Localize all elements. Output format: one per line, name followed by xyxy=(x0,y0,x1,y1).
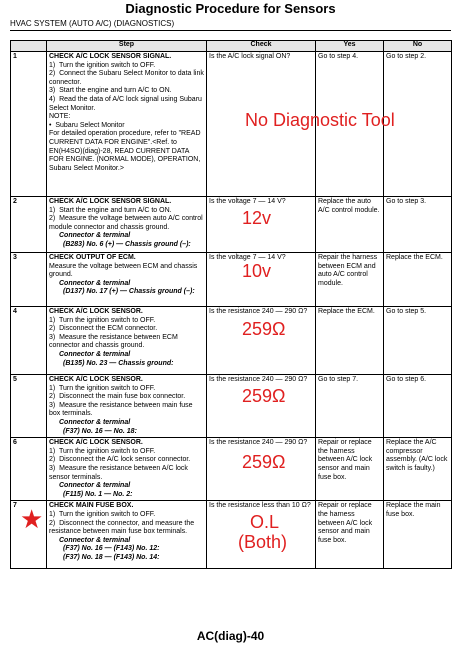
connector-terminal-value: (B135) No. 23 — Chassis ground: xyxy=(63,359,174,367)
table-row xyxy=(11,307,452,375)
check-cell: Is the resistance less than 10 Ω? xyxy=(207,501,316,569)
step-instruction: 1) Turn the ignition switch to OFF. xyxy=(49,384,156,392)
step-instruction: 4) Read the data of A/C lock signal using Subaru Select Monitor. xyxy=(49,95,204,112)
yes-cell: Repair or replace the harness between A/C lock sensor and main fuse box. xyxy=(316,438,384,501)
check-cell: Is the resistance 240 — 290 Ω? xyxy=(207,438,316,501)
no-cell: Go to step 6. xyxy=(384,375,452,438)
step-cell xyxy=(47,307,207,375)
step-instruction: • Subaru Select Monitor xyxy=(49,121,125,129)
step-instruction: 3) Measure the resistance between A/C lock sensor terminals. xyxy=(49,464,190,481)
yes-cell: Go to step 7. xyxy=(316,375,384,438)
no-cell: Replace the main fuse box. xyxy=(384,501,452,569)
connector-terminal-label: Connector & terminal xyxy=(59,232,131,240)
step-number: 2 xyxy=(11,197,47,253)
check-cell: Is the A/C lock signal ON? xyxy=(207,52,316,197)
step-instruction: 1) Turn the ignition switch to OFF. xyxy=(49,316,156,324)
col-header-check: Check xyxy=(207,41,316,52)
step-cell xyxy=(47,438,207,501)
check-cell: Is the resistance 240 — 290 Ω? xyxy=(207,375,316,438)
connector-terminal-value: (F37) No. 16 — (F143) No. 12: (F37) No. 18 — (F143) No. 14: xyxy=(63,545,160,561)
step-title: CHECK MAIN FUSE BOX. xyxy=(49,502,134,510)
connector-terminal-value: (B283) No. 6 (+) — Chassis ground (–): xyxy=(63,240,191,248)
page-number: AC(diag)-40 xyxy=(196,629,265,643)
step-instruction: 2) Measure the voltage between auto A/C control module connector and chassis ground. xyxy=(49,215,205,231)
step-instruction: 1) Turn the ignition switch to OFF. xyxy=(49,61,156,69)
annotation-row4-resistance: 259Ω xyxy=(242,319,286,339)
step-instruction: 2) Disconnect the A/C lock sensor connector. xyxy=(49,456,191,464)
step-number: 3 xyxy=(11,253,47,307)
no-cell: Replace the ECM. xyxy=(384,253,452,307)
check-cell: Is the voltage 7 — 14 V? xyxy=(207,197,316,253)
step-instruction: 2) Disconnect the main fuse box connector. xyxy=(49,393,186,401)
step-number: 1 xyxy=(11,52,47,197)
step-instruction: Measure the voltage between ECM and chassis ground. xyxy=(49,262,200,279)
connector-terminal-label: Connector & terminal xyxy=(59,418,131,426)
step-instruction: 1) Turn the ignition switch to OFF. xyxy=(49,447,156,455)
table-row xyxy=(11,253,452,307)
annotation-row5-resistance: 259Ω xyxy=(242,386,286,406)
yes-cell: Repair the harness between ECM and auto A/C control module. xyxy=(316,253,384,307)
step-instruction: 3) Measure the resistance between ECM connector and chassis ground. xyxy=(49,333,180,350)
step-instruction: For detailed operation procedure, refer to "READ CURRENT DATA FOR ENGINE".<Ref. to EN(H4SO)(diag)-28, READ CURRENT DATA FOR ENGINE. (NORMAL MODE), OPERATION, Subaru Select Monitor.> xyxy=(49,130,203,172)
annotation-row7-both: (Both) xyxy=(238,532,288,552)
no-cell: Go to step 2. xyxy=(384,52,452,197)
annotation-row3-voltage: 10v xyxy=(242,261,272,281)
col-header-no: No xyxy=(384,41,452,52)
step-title: CHECK A/C LOCK SENSOR SIGNAL. xyxy=(49,198,172,205)
step-instruction: 2) Disconnect the connector, and measure the resistance between main fuse box terminals. xyxy=(49,519,197,536)
step-cell xyxy=(47,501,207,569)
section-subtitle: HVAC SYSTEM (AUTO A/C) (DIAGNOSTICS) xyxy=(10,19,175,28)
step-number: 6 xyxy=(11,438,47,501)
step-title: CHECK A/C LOCK SENSOR. xyxy=(49,376,143,383)
step-instruction: 2) Connect the Subaru Select Monitor to data link connector. xyxy=(49,70,206,86)
no-cell: Go to step 5. xyxy=(384,307,452,375)
annotation-row6-resistance: 259Ω xyxy=(242,452,286,472)
page-title: Diagnostic Procedure for Sensors xyxy=(125,1,336,16)
table-row xyxy=(11,501,452,569)
step-instruction: 3) Start the engine and turn A/C to ON. xyxy=(49,87,172,95)
table-row xyxy=(11,438,452,501)
step-title: CHECK A/C LOCK SENSOR SIGNAL. xyxy=(49,53,172,60)
annotation-row2-voltage: 12v xyxy=(242,208,272,228)
step-cell xyxy=(47,253,207,307)
table-header-row xyxy=(11,41,452,52)
step-number: 4 xyxy=(11,307,47,375)
check-cell: Is the voltage 7 — 14 V? xyxy=(207,253,316,307)
header-divider xyxy=(10,30,451,31)
connector-terminal-value: (F37) No. 16 — No. 18: xyxy=(63,427,137,435)
no-cell: Replace the A/C compressor assembly. (A/C lock switch is faulty.) xyxy=(384,438,452,501)
yes-cell: Repair or replace the harness between A/C lock sensor and main fuse box. xyxy=(316,501,384,569)
step-number: 5 xyxy=(11,375,47,438)
connector-terminal-value: (F115) No. 1 — No. 2: xyxy=(63,490,133,498)
step-instruction: NOTE: xyxy=(49,113,71,121)
connector-terminal-label: Connector & terminal xyxy=(59,536,131,544)
annotation-row7-ol: O.L xyxy=(250,512,280,532)
yes-cell: Replace the auto A/C control module. xyxy=(316,197,384,253)
star-icon: ★ xyxy=(20,504,44,534)
step-title: CHECK A/C LOCK SENSOR. xyxy=(49,308,143,315)
connector-terminal-label: Connector & terminal xyxy=(59,350,131,358)
step-cell xyxy=(47,375,207,438)
step-instruction: 1) Start the engine and turn A/C to ON. xyxy=(49,206,172,214)
step-title: CHECK OUTPUT OF ECM. xyxy=(49,254,136,261)
step-instruction: 1) Turn the ignition switch to OFF. xyxy=(49,510,156,518)
table-row xyxy=(11,197,452,253)
col-header-step: Step xyxy=(47,41,207,52)
connector-terminal-label: Connector & terminal xyxy=(59,279,131,287)
yes-cell: Go to step 4. xyxy=(316,52,384,197)
col-header-yes: Yes xyxy=(316,41,384,52)
step-instruction: 3) Measure the resistance between main fuse box terminals. xyxy=(49,401,195,418)
col-header-num xyxy=(11,41,47,52)
step-number: 7 xyxy=(11,501,47,569)
no-cell: Go to step 3. xyxy=(384,197,452,253)
connector-terminal-label: Connector & terminal xyxy=(59,482,131,490)
step-cell xyxy=(47,197,207,253)
annotation-no-diagnostic-tool: No Diagnostic Tool xyxy=(245,110,395,130)
step-title: CHECK A/C LOCK SENSOR. xyxy=(49,439,143,447)
step-cell xyxy=(47,52,207,197)
table-row xyxy=(11,375,452,438)
yes-cell: Replace the ECM. xyxy=(316,307,384,375)
connector-terminal-value: (D137) No. 17 (+) — Chassis ground (–): xyxy=(63,288,195,296)
check-cell: Is the resistance 240 — 290 Ω? xyxy=(207,307,316,375)
step-instruction: 2) Disconnect the ECM connector. xyxy=(49,325,158,333)
